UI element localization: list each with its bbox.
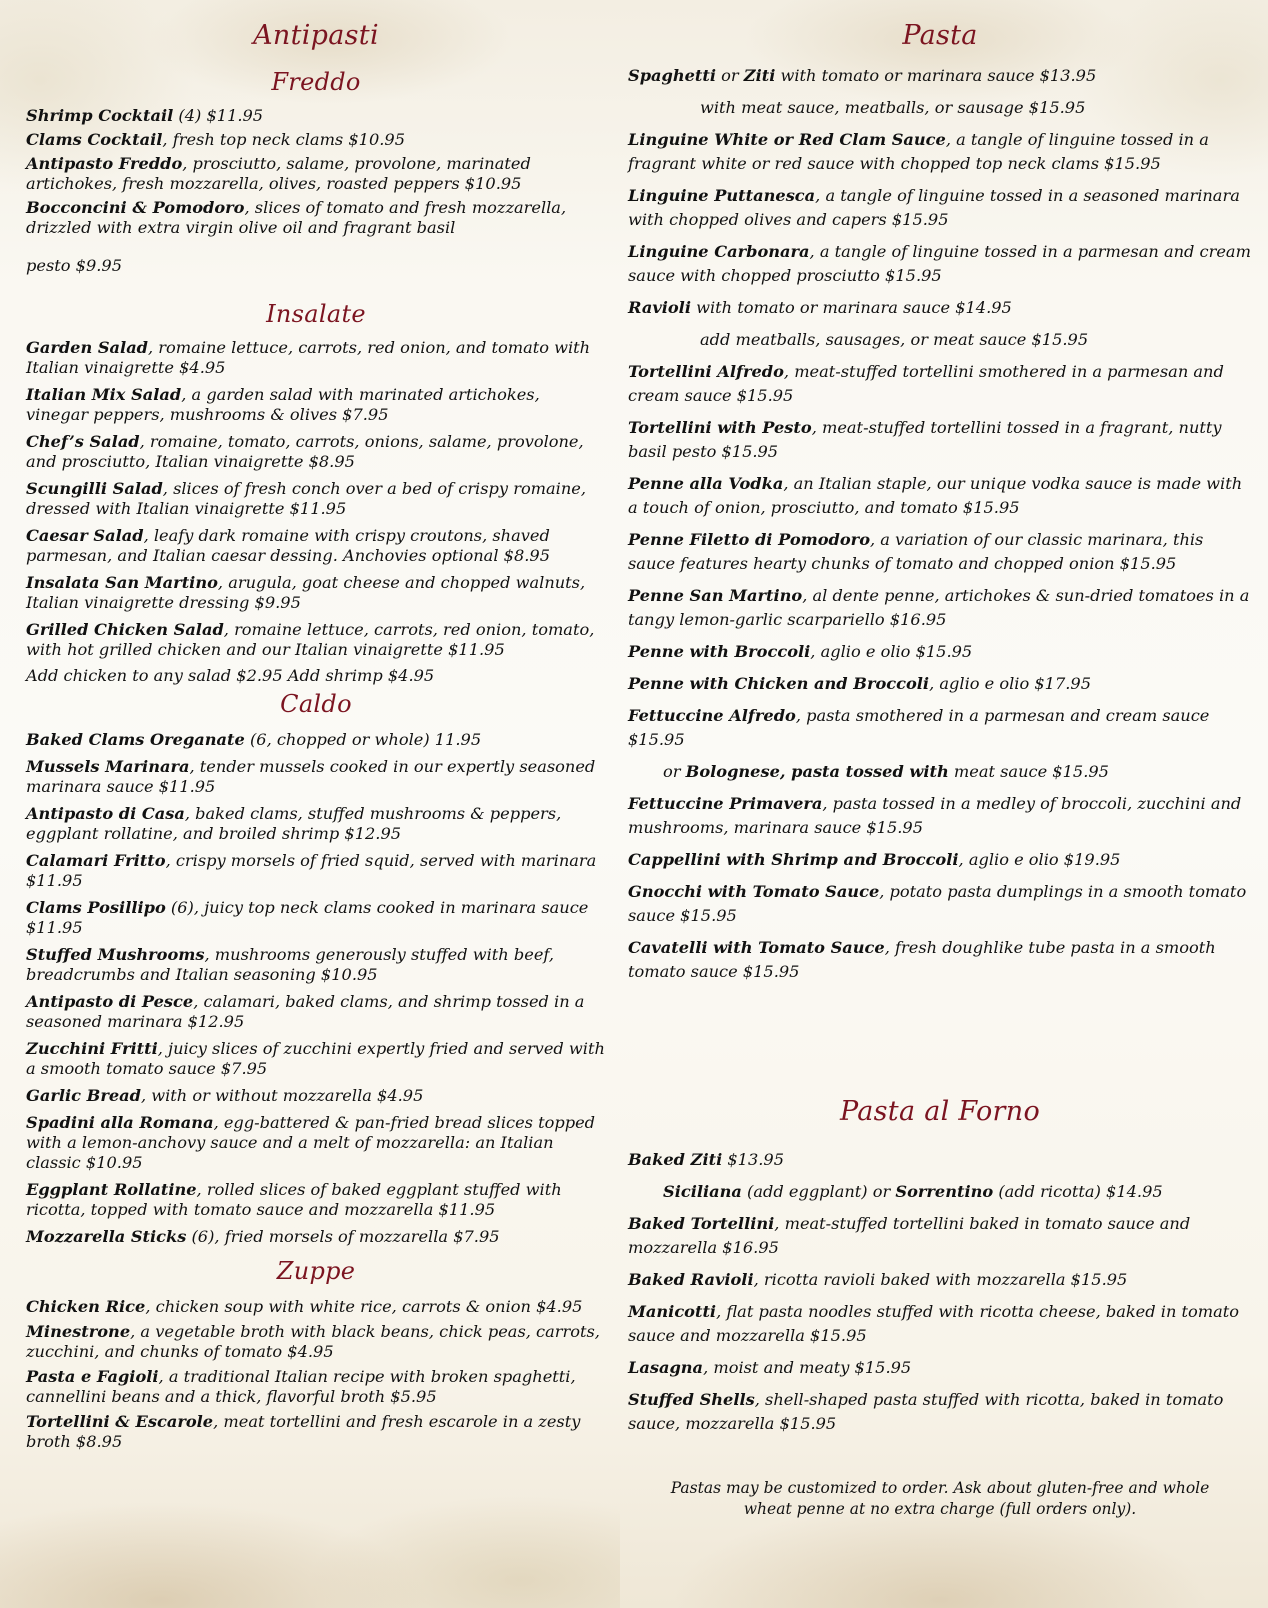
menu-item	[26, 620, 606, 660]
item-name: Linguine Carbonara	[628, 242, 810, 261]
item-name: Ravioli	[628, 298, 691, 317]
subsection-title-insalate: Insalate	[266, 300, 366, 328]
item-desc: , meat tortellini and fresh escarole in a zesty broth $8.95	[26, 1412, 581, 1451]
item-name: Calamari Fritto	[26, 851, 166, 870]
section-title-pasta-al-forno: Pasta al Forno	[839, 1096, 1041, 1127]
customization-note: Pastas may be customized to order. Ask about gluten-free and whole wheat penne at no extra charge (full orders only).	[670, 1479, 1210, 1518]
item-connector: or	[663, 762, 686, 781]
item-desc: , baked clams, stuffed mushrooms & peppers, eggplant rollatine, and broiled shrimp $12.95	[26, 804, 562, 843]
item-desc: , pasta smothered in a parmesan and cream sauce $15.95	[628, 706, 1210, 749]
menu-item	[628, 936, 1252, 984]
item-name: Baked Clams Oreganate	[26, 730, 245, 749]
item-desc: , a traditional Italian recipe with broken spaghetti, cannellini beans and a thick, flavorful broth $5.95	[26, 1367, 576, 1406]
item-desc: (6, chopped or whole) 11.95	[244, 730, 482, 749]
item-name: Garden Salad	[26, 338, 148, 357]
subsection-title-freddo: Freddo	[271, 68, 361, 96]
menu-item	[26, 1180, 606, 1220]
item-name: Scungilli Salad	[26, 479, 163, 498]
item-desc: , slices of fresh conch over a bed of crispy romaine, dressed with Italian vinaigrette $11.95	[26, 479, 587, 518]
item-desc: , fresh doughlike tube pasta in a smooth tomato sauce $15.95	[628, 938, 1216, 981]
item-desc: , chicken soup with white rice, carrots & onion $4.95	[145, 1297, 583, 1316]
item-name: Manicotti	[628, 1302, 717, 1321]
menu-item	[628, 64, 1252, 88]
freddo-list	[26, 106, 606, 276]
section-title-pasta: Pasta	[902, 20, 978, 51]
menu-item	[26, 898, 606, 938]
menu-item	[26, 432, 606, 472]
item-desc: , juicy slices of zucchini expertly fried and served with a smooth tomato sauce $7.95	[26, 1039, 605, 1078]
item-desc: , aglio e olio $15.95	[810, 642, 973, 661]
item-name: Penne with Broccoli	[628, 642, 811, 661]
item-name: Fettuccine Alfredo	[628, 706, 796, 725]
item-desc: , a tangle of linguine tossed in a parmesan and cream sauce with chopped prosciutto $15.95	[628, 242, 1251, 285]
item-desc: , potato pasta dumplings in a smooth tomato sauce $15.95	[628, 882, 1247, 925]
item-name: Penne Filetto di Pomodoro	[628, 530, 870, 549]
item-desc: , aglio e olio $17.95	[929, 674, 1092, 693]
menu-item	[26, 851, 606, 891]
item-name: Lasagna	[628, 1358, 704, 1377]
item-connector: or	[716, 66, 744, 85]
item-desc: , meat-stuffed tortellini tossed in a fragrant, nutty basil pesto $15.95	[628, 418, 1222, 461]
item-desc: , tender mussels cooked in our expertly seasoned marinara sauce $11.95	[26, 757, 596, 796]
menu-item	[26, 1297, 606, 1317]
item-name: Eggplant Rollatine	[26, 1180, 197, 1199]
menu-item	[26, 1412, 606, 1452]
item-variant-bolognese	[628, 760, 1252, 784]
item-name: Clams Cocktail	[26, 130, 163, 149]
subsection-title-zuppe: Zuppe	[276, 1257, 356, 1285]
item-name: Shrimp Cocktail	[26, 106, 174, 125]
menu-item	[26, 526, 606, 566]
menu-item	[26, 730, 606, 750]
item-name: Antipasto di Pesce	[26, 992, 194, 1011]
item-desc: , meat-stuffed tortellini smothered in a parmesan and cream sauce $15.95	[628, 362, 1224, 405]
subsection-title-caldo: Caldo	[280, 690, 352, 718]
item-desc: , ricotta ravioli baked with mozzarella $15.95	[753, 1270, 1128, 1289]
item-desc: , a tangle of linguine tossed in a fragrant white or red sauce with chopped top neck clams $15.95	[628, 130, 1209, 173]
item-name: Tortellini Alfredo	[628, 362, 784, 381]
right-column	[620, 0, 1268, 1608]
item-name: Antipasto di Casa	[26, 804, 185, 823]
item-desc: $13.95	[722, 1150, 785, 1169]
item-desc: (add ricotta) $14.95	[993, 1182, 1163, 1201]
item-name: Tortellini with Pesto	[628, 418, 812, 437]
menu-item	[628, 584, 1252, 632]
item-name: Italian Mix Salad	[26, 385, 182, 404]
item-desc: with tomato or marinara sauce $13.95	[775, 66, 1097, 85]
item-desc: , a vegetable broth with black beans, chick peas, carrots, zucchini, and chunks of tomato $4.95	[26, 1322, 600, 1361]
insalate-list	[26, 338, 606, 686]
menu-item	[26, 1039, 606, 1079]
menu-item	[628, 1148, 1252, 1172]
item-desc: , egg-battered & pan-fried bread slices topped with a lemon-anchovy sauce and a melt of mozzarella: an Italian classic $10.95	[26, 1113, 596, 1172]
item-desc: with tomato or marinara sauce $14.95	[690, 298, 1012, 317]
item-desc: , fresh top neck clams $10.95	[162, 130, 406, 149]
item-desc: , mushrooms generously stuffed with beef, breadcrumbs and Italian seasoning $10.95	[26, 945, 554, 984]
item-name: Linguine White or Red Clam Sauce	[628, 130, 946, 149]
menu-item	[26, 154, 606, 194]
item-name: Spadini alla Romana	[26, 1113, 214, 1132]
menu-item	[26, 1113, 606, 1173]
menu-item	[628, 848, 1252, 872]
item-desc: , shell-shaped pasta stuffed with ricotta, baked in tomato sauce, mozzarella $15.95	[628, 1390, 1224, 1433]
item-desc: , moist and meaty $15.95	[703, 1358, 912, 1377]
menu-item	[26, 1322, 606, 1362]
item-name: Caesar Salad	[26, 526, 144, 545]
item-name: Stuffed Shells	[628, 1390, 755, 1409]
item-name: Clams Posillipo	[26, 898, 166, 917]
item-desc: , rolled slices of baked eggplant stuffed with ricotta, topped with tomato sauce and mozzarella $11.95	[26, 1180, 562, 1219]
menu-item	[26, 1227, 606, 1247]
item-desc: , a variation of our classic marinara, this sauce features hearty chunks of tomato and chopped onion $15.95	[628, 530, 1204, 573]
menu-item	[26, 757, 606, 797]
item-desc: , a tangle of linguine tossed in a seasoned marinara with chopped olives and capers $15.95	[628, 186, 1240, 229]
menu-item	[26, 804, 606, 844]
item-name: Penne San Martino	[628, 586, 803, 605]
menu-item	[26, 130, 606, 150]
left-column	[0, 0, 620, 1608]
item-desc: , flat pasta noodles stuffed with ricotta cheese, baked in tomato sauce and mozzarella $15.95	[628, 1302, 1240, 1345]
section-title-antipasti: Antipasti	[253, 20, 379, 51]
item-desc: , a garden salad with marinated artichokes, vinegar peppers, mushrooms & olives $7.95	[26, 385, 540, 424]
item-name: Penne with Chicken and Broccoli	[628, 674, 930, 693]
menu-item	[628, 1300, 1252, 1348]
menu-item	[628, 1388, 1252, 1436]
item-name: Mussels Marinara	[26, 757, 190, 776]
item-name: Fettuccine Primavera	[628, 794, 823, 813]
menu-item	[26, 1086, 606, 1106]
item-name: Cavatelli with Tomato Sauce	[628, 938, 885, 957]
menu-item	[628, 640, 1252, 664]
item-desc: , pasta tossed in a medley of broccoli, zucchini and mushrooms, marinara sauce $15.95	[628, 794, 1242, 837]
menu-item	[26, 385, 606, 425]
menu-item	[628, 416, 1252, 464]
item-name: Ziti	[743, 66, 776, 85]
item-name: Bocconcini & Pomodoro	[26, 198, 245, 217]
menu-item	[628, 360, 1252, 408]
item-name: Stuffed Mushrooms	[26, 945, 205, 964]
menu-item	[628, 1356, 1252, 1380]
item-desc: , prosciutto, salame, provolone, marinated artichokes, fresh mozzarella, olives, roasted peppers $10.95	[26, 154, 531, 193]
menu-item	[26, 945, 606, 985]
salad-addon-note: Add chicken to any salad $2.95 Add shrimp $4.95	[26, 666, 435, 685]
item-name: Penne alla Vodka	[628, 474, 784, 493]
item-desc: (6), juicy top neck clams cooked in marinara sauce $11.95	[26, 898, 589, 937]
item-desc: , meat-stuffed tortellini baked in tomato sauce and mozzarella $16.95	[628, 1214, 1191, 1257]
item-desc: (6), fried morsels of mozzarella $7.95	[186, 1227, 500, 1246]
menu-item	[628, 880, 1252, 928]
item-desc: meat sauce $15.95	[948, 762, 1109, 781]
menu-item	[628, 240, 1252, 288]
item-name: Antipasto Freddo	[26, 154, 183, 173]
item-name: Grilled Chicken Salad	[26, 620, 224, 639]
item-name: Baked Ravioli	[628, 1270, 754, 1289]
item-variant	[628, 1180, 1252, 1204]
item-name: Zucchini Fritti	[26, 1039, 158, 1058]
menu-item	[26, 198, 606, 238]
item-desc: , an Italian staple, our unique vodka sauce is made with a touch of onion, prosciutto, and tomato $15.95	[628, 474, 1243, 517]
item-connector: (add eggplant) or	[741, 1182, 896, 1201]
item-name: Chicken Rice	[26, 1297, 146, 1316]
zuppe-list	[26, 1297, 606, 1452]
item-name: Bolognese, pasta tossed with	[685, 762, 949, 781]
item-desc: , slices of tomato and fresh mozzarella, drizzled with extra virgin olive oil and fragrant basil	[26, 198, 567, 237]
menu-item	[26, 573, 606, 613]
item-variant: with meat sauce, meatballs, or sausage $15.95	[700, 98, 1086, 117]
menu-item	[628, 704, 1252, 752]
item-continuation: pesto $9.95	[26, 256, 122, 275]
item-name: Cappellini with Shrimp and Broccoli	[628, 850, 959, 869]
item-name: Gnocchi with Tomato Sauce	[628, 882, 880, 901]
forno-list	[628, 1148, 1252, 1436]
item-desc: , with or without mozzarella $4.95	[140, 1086, 424, 1105]
menu-item	[628, 672, 1252, 696]
menu-item	[26, 992, 606, 1032]
item-name: Sorrentino	[895, 1182, 994, 1201]
item-desc: , romaine, tomato, carrots, onions, salame, provolone, and prosciutto, Italian vinaigrette $8.95	[26, 432, 584, 471]
item-name: Chef’s Salad	[26, 432, 140, 451]
item-name: Insalata San Martino	[26, 573, 218, 592]
caldo-list	[26, 730, 606, 1247]
menu-item	[26, 1367, 606, 1407]
menu-item	[628, 792, 1252, 840]
menu-item	[628, 528, 1252, 576]
item-name: Pasta e Fagioli	[26, 1367, 159, 1386]
item-name: Siciliana	[663, 1182, 742, 1201]
item-desc: , leafy dark romaine with crispy croutons, shaved parmesan, and Italian caesar dessing. Anchovies optional $8.95	[26, 526, 550, 565]
item-name: Baked Tortellini	[628, 1214, 775, 1233]
item-desc: , al dente penne, artichokes & sun-dried tomatoes in a tangy lemon-garlic scarpariello $16.95	[628, 586, 1250, 629]
item-desc: , arugula, goat cheese and chopped walnuts, Italian vinaigrette dressing $9.95	[26, 573, 586, 612]
menu-item	[628, 184, 1252, 232]
menu-item	[26, 479, 606, 519]
menu-item	[628, 1212, 1252, 1260]
menu-item	[26, 338, 606, 378]
item-name: Mozzarella Sticks	[26, 1227, 187, 1246]
menu-item	[628, 128, 1252, 176]
menu-item	[628, 1268, 1252, 1292]
item-name: Spaghetti	[628, 66, 716, 85]
item-desc: , romaine lettuce, carrots, red onion, and tomato with Italian vinaigrette $4.95	[26, 338, 591, 377]
item-name: Linguine Puttanesca	[628, 186, 816, 205]
item-desc: , aglio e olio $19.95	[958, 850, 1121, 869]
item-variant: add meatballs, sausages, or meat sauce $15.95	[700, 330, 1089, 349]
item-name: Baked Ziti	[628, 1150, 723, 1169]
pasta-list	[628, 64, 1252, 984]
item-desc: , crispy morsels of fried squid, served with marinara $11.95	[26, 851, 597, 890]
menu-item	[26, 106, 606, 126]
menu-item	[628, 472, 1252, 520]
item-desc: , romaine lettuce, carrots, red onion, tomato, with hot grilled chicken and our Italian vinaigrette $11.95	[26, 620, 595, 659]
item-name: Minestrone	[26, 1322, 131, 1341]
menu-item	[628, 296, 1252, 320]
item-desc: (4) $11.95	[173, 106, 264, 125]
item-name: Tortellini & Escarole	[26, 1412, 214, 1431]
item-desc: , calamari, baked clams, and shrimp tossed in a seasoned marinara $12.95	[26, 992, 585, 1031]
item-name: Garlic Bread	[26, 1086, 141, 1105]
